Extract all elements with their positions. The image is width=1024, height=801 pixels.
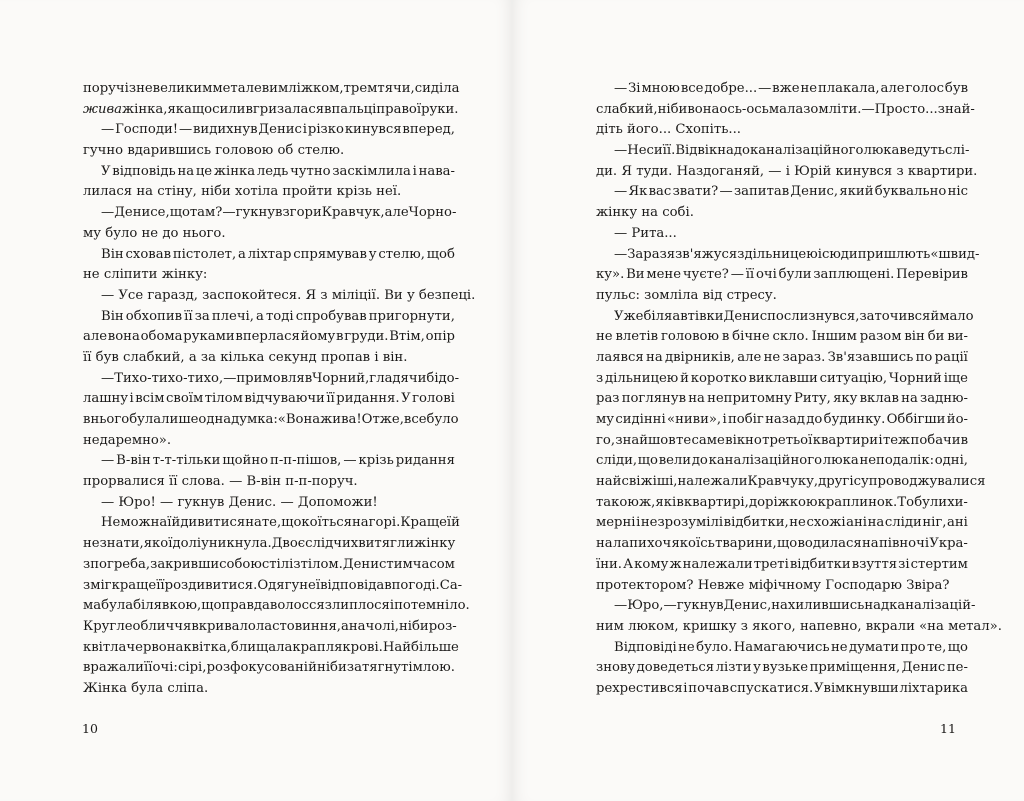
text-line: вражали її очі: сірі, розфокусовані й ніби затягнуті млою.: [83, 660, 455, 676]
text-line: рехрестився і почав спускатися. Увімкнувши ліхтарика: [596, 680, 968, 696]
right-page: [512, 0, 1024, 801]
text-line: — Зараз я зв'яжуся з дільницею і сюди пришлють «швид-: [614, 246, 980, 262]
text-line: ма була білявкою, щоправда волосся злиплося і потемніло.: [83, 598, 470, 614]
text-line: мерні і незрозумілі відбитки, не схожі ані на сліди ніг, ані: [596, 515, 968, 531]
text-line: — Господи! — видихнув Денис і різко кинувся вперед,: [101, 122, 455, 138]
text-line: знову доведеться лізти у вузьке приміщення, Денис пе-: [596, 660, 968, 676]
text-line: — Зі мною все добре... — вже не плакала, але голос був: [614, 81, 968, 96]
text-line: Кругле обличчя вкривало ластовиння, а на чолі, ніби роз-: [83, 618, 457, 634]
text-line: найсвіжіші, належали Кравчуку, другі супроводжувалися: [596, 474, 986, 490]
text-line: не влетів головою в бічне скло. Іншим разом він би ви-: [596, 329, 968, 345]
text-line: не сліпити жінку:: [83, 267, 208, 283]
text-line: — Рита...: [614, 225, 677, 241]
text-line: жива жінка, яка щосили вгризалася в пальці правої руки.: [83, 101, 459, 117]
text-line: в нього була лише одна думка: «Вона жива! Отже, все було: [83, 412, 459, 427]
text-line: ним люком, кришку з якого, напевно, вкрали «на метал».: [596, 618, 1002, 634]
text-line: Уже біля автівки Денис послизнувся, заточився й мало: [614, 308, 974, 324]
text-line: раз поглянув на непритомну Риту, яку вклав на задню-: [596, 391, 968, 407]
text-line: У відповідь на це жінка ледь чутно заскімлила і нава-: [101, 163, 455, 179]
text-line: лашну і всім своїм тілом відчуваючи її ридання. У голові: [83, 391, 455, 407]
text-line: з погреба, закривши собою стіл із тілом. Денис тим часом: [83, 556, 455, 572]
text-line: ди. Я туди. Наздоганяй, — і Юрій кинувся з квартири.: [596, 163, 978, 179]
text-line: але вона обома руками вперлася йому в груди. Втім, опір: [83, 329, 455, 345]
text-line: му сидінні «ниви», і побіг назад до будинку. Оббігши йо-: [596, 412, 968, 427]
right-page-text: [596, 79, 1002, 700]
text-line: Не можна їй дивитися на те, що коїться нагорі. Краще їй: [101, 515, 460, 531]
text-line: Він сховав пістолет, а ліхтар спрямував у стелю, щоб: [101, 246, 455, 262]
text-line: го, знайшов те саме вікно третьої квартири і теж побачив: [596, 432, 968, 448]
text-line: такою ж, як і в квартирі, доріжкою краплинок. То були хи-: [596, 494, 968, 510]
text-line: на лапи хоч якоїсь тварини, що водилася на півночі Укра-: [596, 536, 968, 552]
text-line: Жінка була сліпа.: [83, 680, 209, 696]
text-line: Він обхопив її за плечі, а тоді спробував пригорнути,: [101, 308, 455, 324]
text-line: ку». Ви мене чуєте? — її очі були заплющені. Перевірив: [596, 267, 968, 283]
text-line: їни. А кому ж належали треті відбитки взуття зі стертим: [596, 556, 968, 572]
text-line: — Денисе, що там? — гукнув згори Кравчук, але Чорно-: [101, 205, 457, 221]
text-line: з дільницею й коротко виклавши ситуацію, Чорний іще: [596, 370, 968, 386]
text-line: її був слабкий, а за кілька секунд пропав і він.: [83, 349, 408, 365]
left-page-number: 10: [82, 721, 98, 736]
text-line: сліди, що вели до каналізаційного люка неподалік: одні,: [596, 453, 968, 469]
text-line: — Неси її. Від вікна до каналізаційного люка ведуть слі-: [614, 143, 970, 159]
text-line: жінку на собі.: [596, 205, 694, 221]
text-line: зміг краще її роздивитися. Одяг у неї відповідав погоді. Са-: [83, 577, 463, 593]
text-line: протектором? Невже міфічному Господарю Звіра?: [596, 577, 950, 593]
text-line: — Як вас звати? — запитав Денис, який буквально ніс: [614, 184, 968, 200]
left-page-text: [83, 79, 476, 700]
text-line: слабкий, ніби вона ось-ось мала зомліти. — Просто... знай-: [596, 101, 975, 117]
text-line: му було не до нього.: [83, 225, 226, 241]
text-line: не знати, якої долі уникнула. Двоє слідчих витягли жінку: [83, 536, 456, 552]
text-line: прорвалися її слова. — В-він п-п-поруч.: [83, 474, 358, 490]
text-line: недаремно».: [83, 432, 172, 448]
text-line: — Юро, — гукнув Денис, нахилившись над каналізацій-: [614, 598, 976, 614]
right-page-number: 11: [940, 721, 956, 736]
text-line: лилася на стіну, ніби хотіла пройти крізь неї.: [83, 184, 402, 200]
text-line: — Юро! — гукнув Денис. — Допоможи!: [101, 494, 378, 510]
text-line: лаявся на двірників, але не зараз. Зв'язавшись по рації: [596, 349, 968, 365]
text-line: поруч із невеликим металевим ліжком, тремтячи, сиділа: [83, 81, 460, 96]
text-line: — В-він т-т-тільки щойно п-п-пішов, — крізь ридання: [101, 453, 455, 469]
text-line: — Тихо-тихо-тихо, — примовляв Чорний, гладячи бідо-: [101, 370, 460, 386]
text-line: гучно вдарившись головою об стелю.: [83, 143, 345, 159]
text-line: Відповіді не було. Намагаючись не думати про те, що: [614, 639, 968, 655]
text-line: діть його... Схопіть...: [596, 122, 741, 138]
text-line: пульс: зомліла від стресу.: [596, 287, 777, 303]
text-line: — Усе гаразд, заспокойтеся. Я з міліції. Ви у безпеці.: [101, 287, 476, 303]
text-line: квітла червона квітка, блищала крапля крові. Найбільше: [83, 639, 459, 655]
